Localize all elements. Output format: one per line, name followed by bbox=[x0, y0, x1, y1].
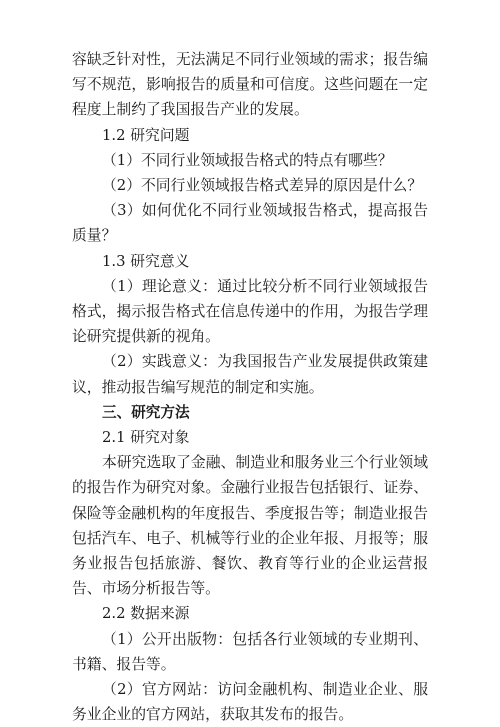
question-item-3: （3）如何优化不同行业领域报告格式，提高报告质量？ bbox=[72, 202, 428, 245]
intro-paragraph: 容缺乏针对性，无法满足不同行业领域的需求；报告编写不规范，影响报告的质量和可信度。这些问题在一定程度上制约了我国报告产业的发展。 bbox=[72, 51, 428, 119]
question-item-1: （1）不同行业领域报告格式的特点有哪些？ bbox=[102, 151, 393, 169]
section-heading-research-significance: 1.3 研究意义 bbox=[102, 252, 190, 270]
question-item-2: （2）不同行业领域报告格式差异的原因是什么？ bbox=[102, 177, 423, 195]
section-heading-research-questions: 1.2 研究问题 bbox=[102, 126, 190, 144]
section-heading-data-sources: 2.2 数据来源 bbox=[102, 605, 190, 623]
document-page bbox=[72, 47, 428, 727]
significance-practice-paragraph: （2）实践意义：为我国报告产业发展提供政策建议，推动报告编写规范的制定和实施。 bbox=[72, 353, 428, 396]
chapter-heading-research-methods: 三、研究方法 bbox=[102, 403, 190, 421]
data-source-item-1: （1）公开出版物：包括各行业领域的专业期刊、书籍、报告等。 bbox=[72, 630, 428, 673]
research-objects-paragraph: 本研究选取了金融、制造业和服务业三个行业领域的报告作为研究对象。金融行业报告包括银行、证券、保险等金融机构的年度报告、季度报告等；制造业报告包括汽车、电子、机械等行业的企业年报、月报等；服务业报告包括旅游、餐饮、教育等行业的企业运营报告、市场分析报告等。 bbox=[72, 454, 428, 598]
significance-theory-paragraph: （1）理论意义：通过比较分析不同行业领域报告格式，揭示报告格式在信息传递中的作用，为报告学理论研究提供新的视角。 bbox=[72, 277, 428, 346]
data-source-item-2: （2）官方网站：访问金融机构、制造业企业、服务业企业的官方网站，获取其发布的报告。 bbox=[72, 681, 428, 724]
section-heading-research-objects: 2.1 研究对象 bbox=[102, 429, 190, 447]
